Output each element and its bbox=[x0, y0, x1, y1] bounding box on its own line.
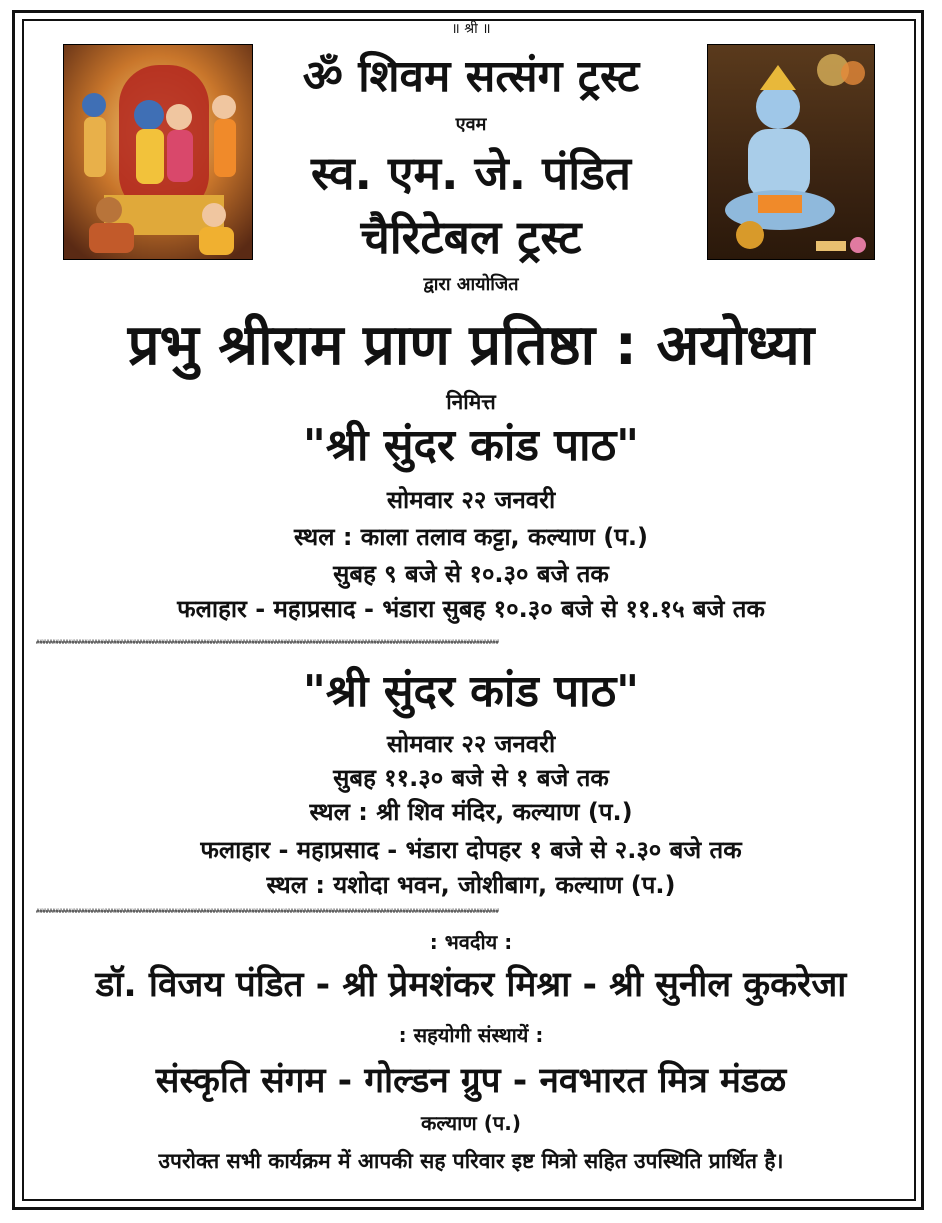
program2-date: सोमवार २२ जनवरी bbox=[386, 730, 556, 758]
invitation-note: उपरोक्त सभी कार्यक्रम में आपकी सह परिवार इष्ट मित्रो सहित उपस्थिति प्रार्थित है। bbox=[158, 1149, 784, 1173]
separator-line: ################################################################################################################################################ bbox=[36, 639, 499, 646]
partner-organizations: संस्कृति संगम - गोल्डन ग्रुप - नवभारत मित्र मंडळ bbox=[155, 1061, 787, 1101]
program1-venue: स्थल : काला तलाव कट्टा, कल्याण (प.) bbox=[294, 523, 648, 551]
hosts-list: डॉ. विजय पंडित - श्री प्रेमशंकर मिश्रा - श्री सुनील कुकरेजा bbox=[95, 965, 847, 1005]
partners-label: : सहयोगी संस्थायें : bbox=[398, 1023, 544, 1047]
organizer-name-2-line1: स्व. एम. जे. पंडित bbox=[311, 146, 631, 200]
program2-food: फलाहार - महाप्रसाद - भंडारा दोपहर १ बजे से २.३० बजे तक bbox=[200, 836, 742, 864]
yours-label: : भवदीय : bbox=[429, 930, 513, 954]
program2-food-venue: स्थल : यशोदा भवन, जोशीबाग, कल्याण (प.) bbox=[266, 871, 676, 899]
partners-city: कल्याण (प.) bbox=[421, 1111, 521, 1135]
program1-title: "श्री सुंदर कांड पाठ" bbox=[302, 420, 640, 471]
program1-food: फलाहार - महाप्रसाद - भंडारा सुबह १०.३० बजे से ११.१५ बजे तक bbox=[177, 595, 765, 623]
program2-venue: स्थल : श्री शिव मंदिर, कल्याण (प.) bbox=[309, 798, 633, 826]
separator-line: ################################################################################################################################################ bbox=[36, 908, 499, 915]
program1-date: सोमवार २२ जनवरी bbox=[386, 486, 556, 514]
organizer-name-1: ॐ शिवम सत्संग ट्रस्ट bbox=[302, 51, 640, 102]
header-mark: ॥ श्री ॥ bbox=[451, 21, 491, 37]
organized-by: द्वारा आयोजित bbox=[423, 274, 519, 295]
conjunction: एवम bbox=[455, 114, 487, 135]
event-title: प्रभु श्रीराम प्राण प्रतिष्ठा : अयोध्या bbox=[127, 313, 815, 378]
program2-title: "श्री सुंदर कांड पाठ" bbox=[302, 666, 640, 717]
organizer-name-2-line2: चैरिटेबल ट्रस्ट bbox=[360, 210, 582, 264]
occasion-label: निमित्त bbox=[446, 390, 496, 414]
program2-time: सुबह ११.३० बजे से १ बजे तक bbox=[333, 764, 609, 792]
program1-time: सुबह ९ बजे से १०.३० बजे तक bbox=[333, 560, 609, 588]
